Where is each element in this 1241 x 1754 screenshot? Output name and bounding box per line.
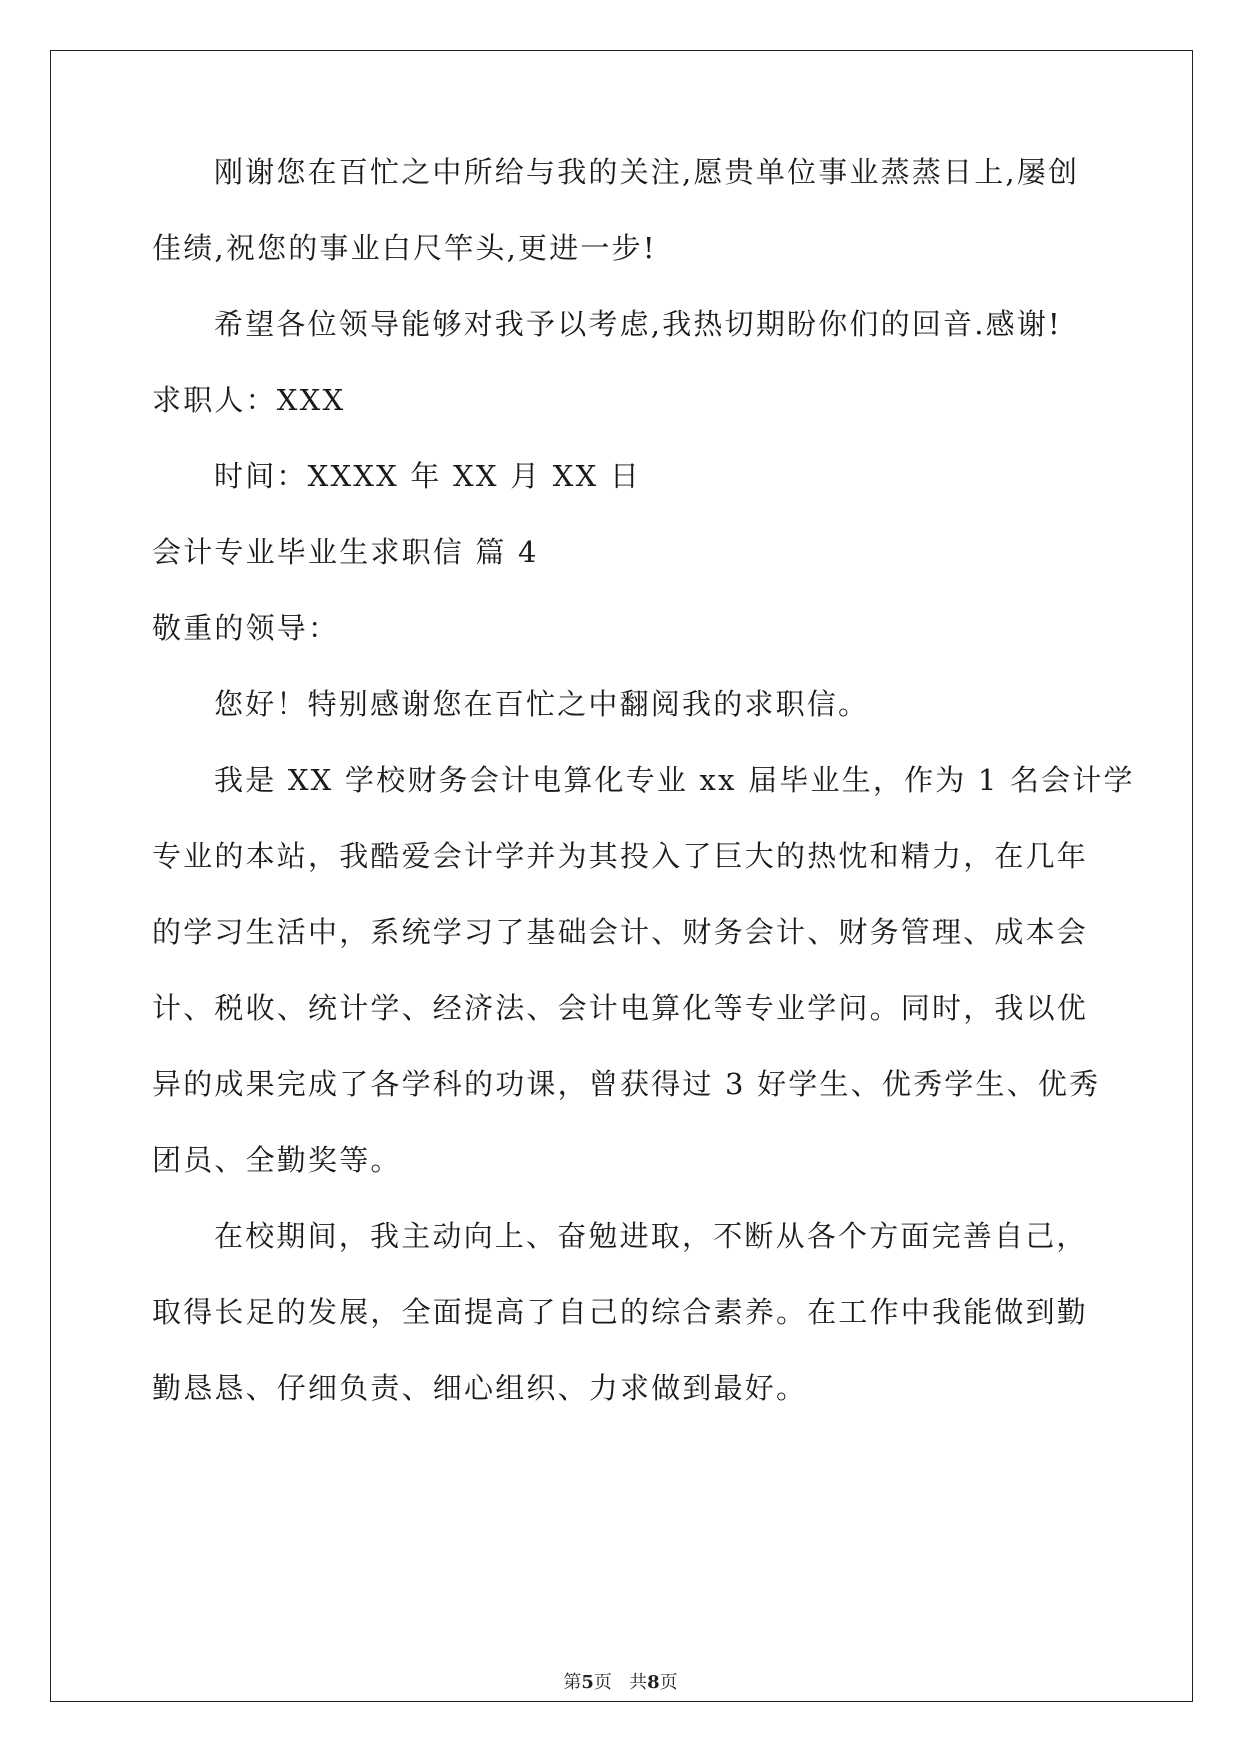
footer-middle: 页 共 xyxy=(593,1672,648,1693)
paragraph-line: 的学习生活中，系统学习了基础会计、财务会计、财务管理、成本会 xyxy=(152,915,1089,949)
section-heading: 会计专业毕业生求职信 篇 4 xyxy=(152,535,539,569)
total-pages-number: 8 xyxy=(647,1672,660,1693)
footer-prefix: 第 xyxy=(563,1672,582,1693)
paragraph-line: 我是 XX 学校财务会计电算化专业 xx 届毕业生，作为 1 名会计学 xyxy=(214,763,1135,797)
page-border xyxy=(50,50,1193,1702)
paragraph-line: 异的成果完成了各学科的功课，曾获得过 3 好学生、优秀学生、优秀 xyxy=(152,1067,1101,1101)
signature-line: 求职人：XXX xyxy=(152,383,346,417)
paragraph-line: 佳绩,祝您的事业白尺竿头,更进一步! xyxy=(152,231,657,265)
paragraph-line: 取得长足的发展，全面提高了自己的综合素养。在工作中我能做到勤 xyxy=(152,1295,1089,1329)
date-line: 时间：XXXX 年 XX 月 XX 日 xyxy=(214,459,642,493)
paragraph-line: 团员、全勤奖等。 xyxy=(152,1143,402,1177)
paragraph-line: 您好！特别感谢您在百忙之中翻阅我的求职信。 xyxy=(214,687,870,721)
salutation: 敬重的领导： xyxy=(152,611,340,645)
paragraph-line: 在校期间，我主动向上、奋勉进取，不断从各个方面完善自己， xyxy=(214,1219,1088,1253)
paragraph-line: 刚谢您在百忙之中所给与我的关注,愿贵单位事业蒸蒸日上,屡创 xyxy=(214,155,1080,189)
paragraph-line: 计、税收、统计学、经济法、会计电算化等专业学问。同时，我以优 xyxy=(152,991,1089,1025)
current-page-number: 5 xyxy=(581,1672,594,1693)
paragraph-line: 希望各位领导能够对我予以考虑,我热切期盼你们的回音.感谢! xyxy=(214,307,1062,341)
footer-suffix: 页 xyxy=(659,1672,678,1693)
paragraph-line: 专业的本站，我酷爱会计学并为其投入了巨大的热忱和精力，在几年 xyxy=(152,839,1089,873)
page-footer xyxy=(0,1672,1241,1694)
paragraph-line: 勤恳恳、仔细负责、细心组织、力求做到最好。 xyxy=(152,1371,808,1405)
